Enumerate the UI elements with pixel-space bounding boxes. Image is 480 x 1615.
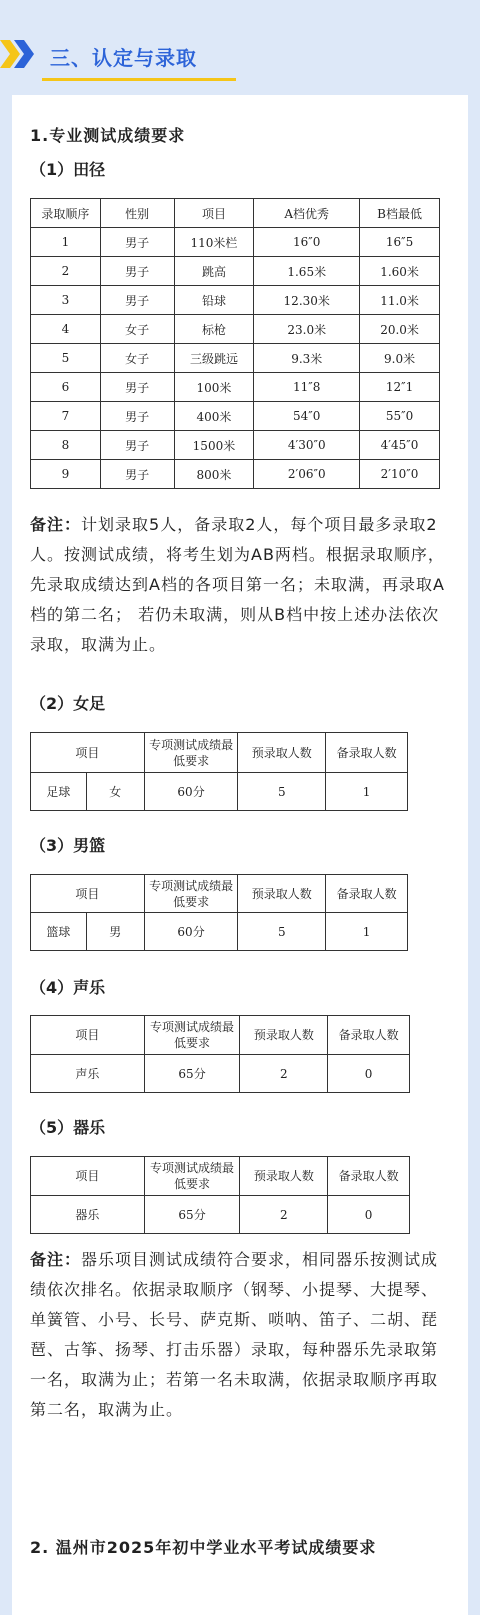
vocal-title: （4）声乐 xyxy=(30,978,106,997)
header-underline xyxy=(42,78,236,81)
table-cell: 男 xyxy=(86,913,144,951)
table-row xyxy=(31,344,440,373)
header-cell: 专项测试成绩最低要求 xyxy=(144,1016,240,1055)
table-row xyxy=(31,431,440,460)
table-cell: 1.60米 xyxy=(360,257,440,286)
table-cell: 3 xyxy=(31,286,101,315)
instrument-title: （5）器乐 xyxy=(30,1118,106,1137)
vocal-table xyxy=(30,1015,410,1093)
table-cell: 器乐 xyxy=(31,1196,145,1234)
table-cell: 12″1 xyxy=(360,373,440,402)
table-cell: 0 xyxy=(328,1196,410,1234)
table-header-row xyxy=(31,1016,410,1055)
table-cell: 8 xyxy=(31,431,101,460)
table-row xyxy=(31,460,440,489)
header-cell: A档优秀 xyxy=(254,199,360,228)
table-row xyxy=(31,913,408,951)
note-label: 备注： xyxy=(30,515,82,534)
table-cell: 12.30米 xyxy=(254,286,360,315)
content-card xyxy=(12,95,468,1615)
note-text: 计划录取5人，备录取2人，每个项目最多录取2人。按测试成绩，将考生划为AB两档。根据录取顺序，先录取成绩达到A档的各项目第一名；未取满，再录取A档的第二名； 若仍未取满，则从B档中按上述办法依次录取，取满为止。 xyxy=(30,515,445,654)
table-cell: 16″5 xyxy=(360,228,440,257)
table-cell: 足球 xyxy=(31,773,87,811)
table-cell: 20.0米 xyxy=(360,315,440,344)
table-cell: 1 xyxy=(326,773,408,811)
table-cell: 2′06″0 xyxy=(254,460,360,489)
table-cell: 4′45″0 xyxy=(360,431,440,460)
table-row xyxy=(31,373,440,402)
table-cell: 55″0 xyxy=(360,402,440,431)
table-row xyxy=(31,315,440,344)
section2-title: 2. 温州市2025年初中学业水平考试成绩要求 xyxy=(30,1538,377,1557)
table-cell: 男子 xyxy=(100,460,174,489)
table-cell: 标枪 xyxy=(174,315,254,344)
basketball-table xyxy=(30,874,408,951)
table-cell: 11″8 xyxy=(254,373,360,402)
note2 xyxy=(30,1245,450,1425)
header-cell: 备录取人数 xyxy=(326,733,408,773)
header-cell: 预录取人数 xyxy=(238,875,326,913)
table-cell: 6 xyxy=(31,373,101,402)
table-cell: 5 xyxy=(31,344,101,373)
table-row xyxy=(31,773,408,811)
table-cell: 11.0米 xyxy=(360,286,440,315)
table-row xyxy=(31,228,440,257)
header-cell: 录取顺序 xyxy=(31,199,101,228)
table-cell: 女子 xyxy=(100,315,174,344)
table-cell: 1 xyxy=(31,228,101,257)
header-cell: 预录取人数 xyxy=(240,1157,328,1196)
table-row xyxy=(31,402,440,431)
athletics-table xyxy=(30,198,440,489)
note1 xyxy=(30,510,450,660)
header-cell: 项目 xyxy=(31,1157,145,1196)
table-row xyxy=(31,286,440,315)
header-cell: 预录取人数 xyxy=(238,733,326,773)
header-cell: 备录取人数 xyxy=(328,1157,410,1196)
table-cell: 女子 xyxy=(100,344,174,373)
table-cell: 23.0米 xyxy=(254,315,360,344)
table-cell: 65分 xyxy=(144,1055,240,1093)
table-cell: 4 xyxy=(31,315,101,344)
table-cell: 男子 xyxy=(100,431,174,460)
table-header-row xyxy=(31,1157,410,1196)
athletics-title: （1）田径 xyxy=(30,160,106,179)
table-cell: 100米 xyxy=(174,373,254,402)
header-cell: 项目 xyxy=(31,875,145,913)
table-cell: 男子 xyxy=(100,257,174,286)
table-cell: 9 xyxy=(31,460,101,489)
table-cell: 1500米 xyxy=(174,431,254,460)
table-header-row xyxy=(31,733,408,773)
table-cell: 60分 xyxy=(144,913,238,951)
table-cell: 5 xyxy=(238,773,326,811)
table-cell: 男子 xyxy=(100,373,174,402)
table-cell: 60分 xyxy=(144,773,238,811)
table-cell: 400米 xyxy=(174,402,254,431)
table-cell: 跳高 xyxy=(174,257,254,286)
note-label: 备注： xyxy=(30,1250,82,1269)
header-cell: 性别 xyxy=(100,199,174,228)
header-cell: 项目 xyxy=(31,1016,145,1055)
table-cell: 男子 xyxy=(100,228,174,257)
table-cell: 2 xyxy=(31,257,101,286)
double-arrow-icon xyxy=(0,40,40,68)
table-cell: 2 xyxy=(240,1196,328,1234)
table-cell: 5 xyxy=(238,913,326,951)
header-cell: 专项测试成绩最低要求 xyxy=(144,1157,240,1196)
header-title: 三、认定与录取 xyxy=(50,46,197,70)
football-table xyxy=(30,732,408,811)
section-header xyxy=(0,30,480,86)
table-cell: 铅球 xyxy=(174,286,254,315)
table-row xyxy=(31,257,440,286)
table-cell: 9.0米 xyxy=(360,344,440,373)
table-cell: 2 xyxy=(240,1055,328,1093)
table-cell: 声乐 xyxy=(31,1055,145,1093)
table-cell: 16″0 xyxy=(254,228,360,257)
table-cell: 800米 xyxy=(174,460,254,489)
header-cell: 备录取人数 xyxy=(328,1016,410,1055)
table-cell: 0 xyxy=(328,1055,410,1093)
header-cell: 项目 xyxy=(174,199,254,228)
table-header-row xyxy=(31,875,408,913)
table-cell: 4′30″0 xyxy=(254,431,360,460)
table-cell: 男子 xyxy=(100,402,174,431)
basketball-title: （3）男篮 xyxy=(30,836,106,855)
table-header-row xyxy=(31,199,440,228)
header-cell: 预录取人数 xyxy=(240,1016,328,1055)
table-cell: 男子 xyxy=(100,286,174,315)
table-cell: 2′10″0 xyxy=(360,460,440,489)
table-cell: 女 xyxy=(86,773,144,811)
table-cell: 65分 xyxy=(144,1196,240,1234)
section1-title: 1.专业测试成绩要求 xyxy=(30,126,186,145)
table-cell: 篮球 xyxy=(31,913,87,951)
table-cell: 110米栏 xyxy=(174,228,254,257)
football-title: （2）女足 xyxy=(30,694,106,713)
instrument-table xyxy=(30,1156,410,1234)
table-cell: 三级跳远 xyxy=(174,344,254,373)
table-row xyxy=(31,1196,410,1234)
table-cell: 7 xyxy=(31,402,101,431)
header-cell: 备录取人数 xyxy=(326,875,408,913)
header-cell: 项目 xyxy=(31,733,145,773)
header-cell: 专项测试成绩最低要求 xyxy=(144,875,238,913)
table-cell: 9.3米 xyxy=(254,344,360,373)
note-text: 器乐项目测试成绩符合要求，相同器乐按测试成绩依次排名。依据录取顺序（钢琴、小提琴、大提琴、单簧管、小号、长号、萨克斯、唢呐、笛子、二胡、琵琶、古筝、扬琴、打击乐器）录取，每种器乐先录取第一名，取满为止；若第一名未取满，依据录取顺序再取第二名，取满为止。 xyxy=(30,1250,439,1419)
table-cell: 1 xyxy=(326,913,408,951)
header-cell: 专项测试成绩最低要求 xyxy=(144,733,238,773)
table-cell: 54″0 xyxy=(254,402,360,431)
table-cell: 1.65米 xyxy=(254,257,360,286)
header-cell: B档最低 xyxy=(360,199,440,228)
table-row xyxy=(31,1055,410,1093)
